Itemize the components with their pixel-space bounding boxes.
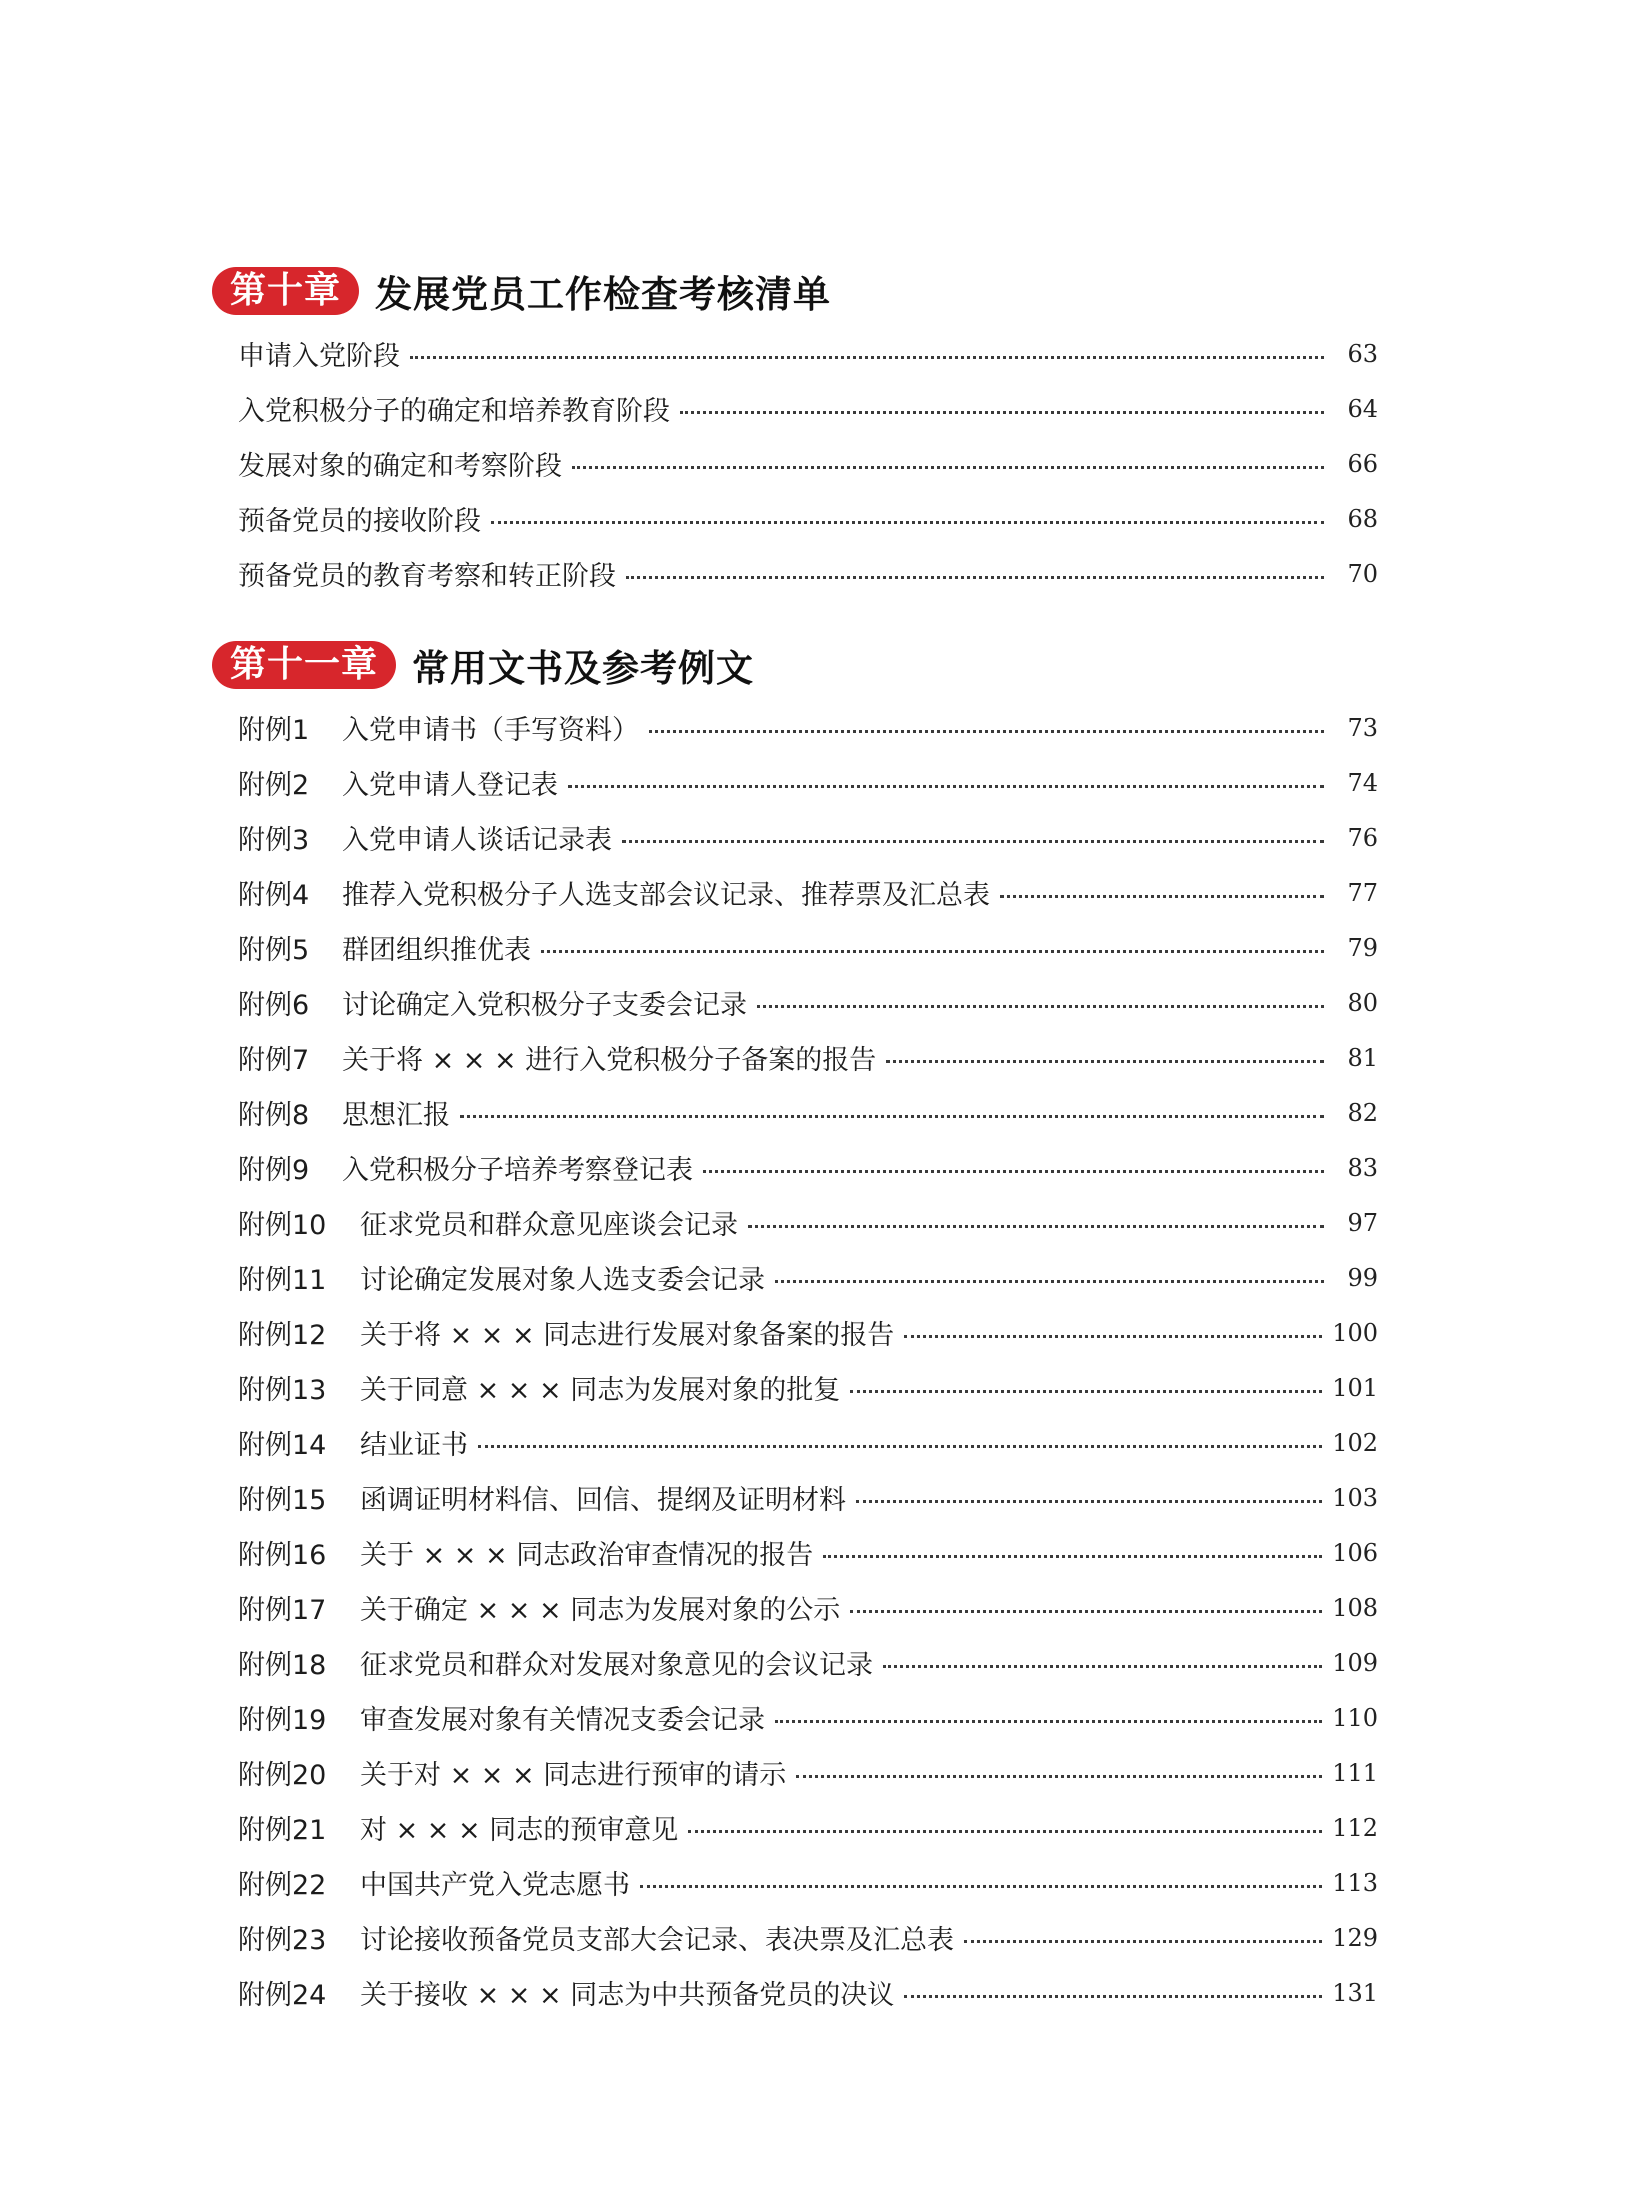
toc-entry-title: 入党积极分子培养考察登记表 [342, 1155, 693, 1186]
toc-entry-prefix: 附例12 [238, 1320, 327, 1351]
toc-entry[interactable] [238, 920, 1378, 975]
toc-entry-prefix: 附例6 [238, 990, 310, 1021]
toc-entry-prefix: 附例9 [238, 1155, 310, 1186]
toc-entry-prefix: 附例8 [238, 1100, 310, 1131]
chapter-10-badge: 第十章 [212, 267, 359, 315]
toc-entry-page-number: 66 [1347, 449, 1378, 478]
toc-entry-title: 讨论接收预备党员支部大会记录、表决票及汇总表 [360, 1925, 954, 1956]
toc-entry-prefix: 附例23 [238, 1925, 327, 1956]
toc-dot-leader [410, 354, 1324, 359]
toc-entry[interactable] [238, 1635, 1378, 1690]
toc-dot-leader [748, 1223, 1324, 1228]
toc-entry[interactable] [238, 1470, 1378, 1525]
toc-entry-title: 关于对 × × × 同志进行预审的请示 [360, 1760, 787, 1791]
toc-entry-page-number: 80 [1347, 988, 1378, 1017]
toc-entry[interactable] [238, 1800, 1378, 1855]
toc-entry[interactable] [238, 546, 1378, 601]
toc-entry[interactable] [238, 700, 1378, 755]
chapter-11-heading [212, 638, 754, 692]
toc-entry[interactable] [238, 326, 1378, 381]
toc-entry-prefix: 附例1 [238, 715, 310, 746]
toc-entry[interactable] [238, 1965, 1378, 2020]
chapter-10-toc-list [238, 326, 1378, 601]
toc-entry-title: 入党申请书（手写资料） [342, 715, 639, 746]
toc-entry[interactable] [238, 1910, 1378, 1965]
toc-entry-page-number: 99 [1347, 1263, 1378, 1292]
toc-entry[interactable] [238, 436, 1378, 491]
toc-entry-prefix: 附例13 [238, 1375, 327, 1406]
toc-entry-page-number: 103 [1332, 1483, 1378, 1512]
toc-entry[interactable] [238, 1195, 1378, 1250]
toc-entry[interactable] [238, 975, 1378, 1030]
toc-entry-prefix: 附例2 [238, 770, 310, 801]
toc-entry-title: 关于确定 × × × 同志为发展对象的公示 [360, 1595, 841, 1626]
toc-entry-page-number: 108 [1332, 1593, 1378, 1622]
toc-entry-prefix: 附例4 [238, 880, 310, 911]
toc-entry-page-number: 83 [1347, 1153, 1378, 1182]
toc-entry-title: 征求党员和群众意见座谈会记录 [360, 1210, 738, 1241]
toc-entry[interactable] [238, 865, 1378, 920]
toc-entry[interactable] [238, 1525, 1378, 1580]
toc-entry-page-number: 97 [1347, 1208, 1378, 1237]
toc-entry-page-number: 63 [1347, 339, 1378, 368]
toc-dot-leader [460, 1113, 1324, 1118]
toc-entry-page-number: 68 [1347, 504, 1378, 533]
toc-dot-leader [856, 1498, 1322, 1503]
chapter-11-badge: 第十一章 [212, 641, 396, 689]
toc-entry-page-number: 81 [1347, 1043, 1378, 1072]
toc-dot-leader [850, 1608, 1322, 1613]
toc-entry-title: 申请入党阶段 [238, 341, 400, 372]
toc-entry-page-number: 110 [1332, 1703, 1378, 1732]
toc-entry-title: 结业证书 [360, 1430, 468, 1461]
toc-entry[interactable] [238, 1030, 1378, 1085]
toc-entry-prefix: 附例20 [238, 1760, 327, 1791]
toc-entry-prefix: 附例7 [238, 1045, 310, 1076]
toc-dot-leader [649, 728, 1324, 733]
toc-entry-title: 思想汇报 [342, 1100, 450, 1131]
toc-dot-leader [688, 1828, 1322, 1833]
toc-entry-prefix: 附例17 [238, 1595, 327, 1626]
toc-entry-title: 对 × × × 同志的预审意见 [360, 1815, 679, 1846]
toc-entry-title: 征求党员和群众对发展对象意见的会议记录 [360, 1650, 873, 1681]
toc-dot-leader [757, 1003, 1324, 1008]
toc-dot-leader [883, 1663, 1322, 1668]
toc-entry-page-number: 77 [1347, 878, 1378, 907]
toc-entry-page-number: 82 [1347, 1098, 1378, 1127]
toc-dot-leader [850, 1388, 1322, 1393]
toc-dot-leader [1000, 893, 1324, 898]
chapter-10-title: 发展党员工作检查考核清单 [375, 273, 832, 316]
toc-entry-prefix: 附例14 [238, 1430, 327, 1461]
toc-entry-prefix: 附例22 [238, 1870, 327, 1901]
toc-dot-leader [964, 1938, 1322, 1943]
chapter-11-toc-list [238, 700, 1378, 2020]
toc-dot-leader [904, 1993, 1322, 1998]
toc-entry-page-number: 129 [1332, 1923, 1378, 1952]
toc-entry-page-number: 111 [1332, 1758, 1378, 1787]
toc-entry-title: 关于 × × × 同志政治审查情况的报告 [360, 1540, 814, 1571]
toc-dot-leader [640, 1883, 1322, 1888]
toc-entry-prefix: 附例11 [238, 1265, 327, 1296]
toc-dot-leader [904, 1333, 1322, 1338]
toc-dot-leader [622, 838, 1324, 843]
toc-entry-prefix: 附例16 [238, 1540, 327, 1571]
toc-entry-title: 关于将 × × × 进行入党积极分子备案的报告 [342, 1045, 877, 1076]
toc-entry-title: 入党申请人登记表 [342, 770, 558, 801]
toc-entry[interactable] [238, 1580, 1378, 1635]
toc-entry-page-number: 70 [1347, 559, 1378, 588]
toc-entry-title: 审查发展对象有关情况支委会记录 [360, 1705, 765, 1736]
toc-entry[interactable] [238, 1360, 1378, 1415]
toc-entry[interactable] [238, 1855, 1378, 1910]
toc-entry[interactable] [238, 1140, 1378, 1195]
toc-entry[interactable] [238, 491, 1378, 546]
toc-dot-leader [886, 1058, 1324, 1063]
toc-entry-prefix: 附例19 [238, 1705, 327, 1736]
toc-entry-prefix: 附例24 [238, 1980, 327, 2011]
toc-dot-leader [572, 464, 1324, 469]
toc-entry-title: 讨论确定发展对象人选支委会记录 [360, 1265, 765, 1296]
chapter-11-title: 常用文书及参考例文 [412, 647, 755, 690]
toc-entry[interactable] [238, 1415, 1378, 1470]
chapter-10-heading [212, 264, 831, 318]
toc-entry[interactable] [238, 1745, 1378, 1800]
toc-entry[interactable] [238, 755, 1378, 810]
toc-entry-page-number: 79 [1347, 933, 1378, 962]
toc-entry-page-number: 109 [1332, 1648, 1378, 1677]
toc-entry-title: 预备党员的接收阶段 [238, 506, 481, 537]
toc-entry-title: 中国共产党入党志愿书 [360, 1870, 630, 1901]
toc-entry-title: 关于接收 × × × 同志为中共预备党员的决议 [360, 1980, 895, 2011]
toc-entry-prefix: 附例3 [238, 825, 310, 856]
toc-entry-title: 函调证明材料信、回信、提纲及证明材料 [360, 1485, 846, 1516]
toc-entry-title: 发展对象的确定和考察阶段 [238, 451, 562, 482]
toc-entry[interactable] [238, 1085, 1378, 1140]
toc-entry[interactable] [238, 1305, 1378, 1360]
toc-entry[interactable] [238, 1250, 1378, 1305]
toc-entry-title: 讨论确定入党积极分子支委会记录 [342, 990, 747, 1021]
toc-dot-leader [775, 1718, 1322, 1723]
toc-entry-title: 推荐入党积极分子人选支部会议记录、推荐票及汇总表 [342, 880, 990, 911]
toc-entry-prefix: 附例5 [238, 935, 310, 966]
toc-entry-prefix: 附例18 [238, 1650, 327, 1681]
toc-dot-leader [568, 783, 1324, 788]
toc-entry[interactable] [238, 381, 1378, 436]
toc-dot-leader [541, 948, 1324, 953]
toc-entry-title: 关于同意 × × × 同志为发展对象的批复 [360, 1375, 841, 1406]
toc-entry-page-number: 112 [1332, 1813, 1378, 1842]
toc-entry-prefix: 附例15 [238, 1485, 327, 1516]
toc-entry[interactable] [238, 1690, 1378, 1745]
toc-entry-title: 入党积极分子的确定和培养教育阶段 [238, 396, 670, 427]
toc-dot-leader [680, 409, 1324, 414]
toc-dot-leader [823, 1553, 1322, 1558]
toc-entry-title: 入党申请人谈话记录表 [342, 825, 612, 856]
toc-dot-leader [478, 1443, 1322, 1448]
toc-entry-page-number: 73 [1347, 713, 1378, 742]
toc-entry-page-number: 113 [1332, 1868, 1378, 1897]
toc-entry-page-number: 100 [1332, 1318, 1378, 1347]
toc-dot-leader [703, 1168, 1324, 1173]
toc-entry-page-number: 131 [1332, 1978, 1378, 2007]
toc-entry-page-number: 76 [1347, 823, 1378, 852]
toc-entry-page-number: 64 [1347, 394, 1378, 423]
toc-entry-prefix: 附例10 [238, 1210, 327, 1241]
toc-entry-page-number: 74 [1347, 768, 1378, 797]
toc-entry-page-number: 106 [1332, 1538, 1378, 1567]
toc-entry-prefix: 附例21 [238, 1815, 327, 1846]
toc-dot-leader [491, 519, 1324, 524]
toc-entry-title: 群团组织推优表 [342, 935, 531, 966]
toc-dot-leader [775, 1278, 1324, 1283]
toc-dot-leader [626, 574, 1324, 579]
toc-entry-page-number: 102 [1332, 1428, 1378, 1457]
toc-entry[interactable] [238, 810, 1378, 865]
toc-entry-title: 预备党员的教育考察和转正阶段 [238, 561, 616, 592]
toc-entry-page-number: 101 [1332, 1373, 1378, 1402]
toc-dot-leader [796, 1773, 1322, 1778]
toc-entry-title: 关于将 × × × 同志进行发展对象备案的报告 [360, 1320, 895, 1351]
